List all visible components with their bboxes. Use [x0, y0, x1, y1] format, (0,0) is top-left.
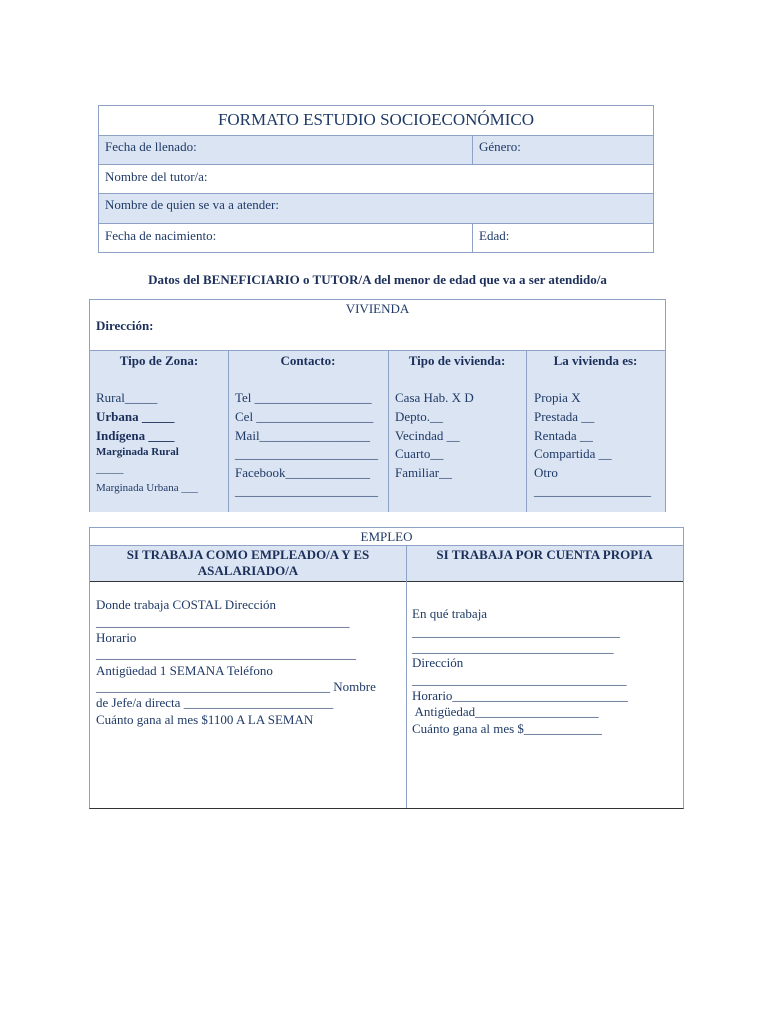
- zona-urbana: Urbana _____: [96, 409, 175, 424]
- contacto-facebook: Facebook_____________: [235, 465, 371, 480]
- horario-line: ________________________________________: [96, 646, 356, 661]
- row-nombre-atender: [99, 193, 653, 223]
- es-prestada: Prestada __: [534, 409, 595, 424]
- en-que-trabaja-line1: ________________________________: [412, 624, 620, 639]
- jefe-directa: de Jefe/a directa _______________________: [96, 695, 334, 710]
- empleo-section: [89, 527, 684, 809]
- vivienda-vecindad: Vecindad __: [395, 428, 460, 443]
- tipo-vivienda-header: Tipo de vivienda:: [408, 353, 506, 368]
- vivienda-section: [89, 299, 666, 512]
- telefono-nombre-line: ____________________________________ Nombre: [96, 679, 376, 694]
- empleo-title: EMPLEO: [360, 529, 413, 544]
- es-propia: Propia X: [534, 390, 581, 405]
- antiguedad-propia: Antigüedad___________________: [412, 704, 599, 719]
- es-otro: Otro: [534, 465, 558, 480]
- vivienda-cuarto: Cuarto__: [395, 446, 444, 461]
- vivienda-depto: Depto.__: [395, 409, 444, 424]
- es-compartida: Compartida __: [534, 446, 612, 461]
- vivienda-title: VIVIENDA: [345, 301, 410, 316]
- es-rentada: Rentada __: [534, 428, 593, 443]
- horario-propia: Horario___________________________: [412, 688, 628, 703]
- en-que-trabaja-line2: _______________________________: [412, 640, 614, 655]
- zona-marginada-rural-line: _____: [96, 463, 124, 475]
- direccion-line: _______________________________________: [96, 614, 350, 629]
- vivienda-casa: Casa Hab. X D: [395, 390, 474, 405]
- genero-label: Género:: [479, 139, 521, 154]
- contacto-cel: Cel __________________: [235, 409, 374, 424]
- vivienda-grid: [90, 350, 665, 512]
- fecha-nacimiento-label: Fecha de nacimiento:: [105, 228, 217, 243]
- direccion-label: Dirección:: [96, 318, 154, 333]
- tipo-zona-header: Tipo de Zona:: [119, 353, 199, 368]
- horario-label: Horario: [96, 630, 137, 645]
- cuenta-propia-header: SI TRABAJA POR CUENTA PROPIA: [436, 547, 653, 562]
- direccion-propia-label: Dirección: [412, 655, 464, 670]
- asalariado-header-line1: SI TRABAJA COMO EMPLEADO/A Y ES: [126, 547, 370, 562]
- contacto-mail: Mail_________________: [235, 428, 371, 443]
- zona-marginada-rural: Marginada Rural: [96, 446, 179, 458]
- vivienda-es-header: La vivienda es:: [553, 353, 638, 368]
- cuanto-gana-asalariado: Cuánto gana al mes $1100 A LA SEMAN: [96, 712, 314, 727]
- direccion-propia-line: _________________________________: [412, 672, 627, 687]
- zona-rural: Rural_____: [96, 390, 158, 405]
- row-fecha-genero: [99, 135, 653, 164]
- cuanto-gana-propia: Cuánto gana al mes $____________: [412, 721, 602, 736]
- antiguedad-telefono: Antigüedad 1 SEMANA Teléfono: [96, 663, 273, 678]
- vivienda-familiar: Familiar__: [395, 465, 453, 480]
- donde-trabaja: Donde trabaja COSTAL Dirección: [96, 597, 277, 612]
- fecha-llenado-label: Fecha de llenado:: [105, 139, 197, 154]
- zona-indigena: Indígena ____: [96, 428, 175, 443]
- contacto-facebook-line: ______________________: [235, 483, 378, 498]
- contacto-tel: Tel __________________: [235, 390, 372, 405]
- contacto-header: Contacto:: [280, 353, 336, 368]
- empleo-header-row: [90, 545, 683, 582]
- asalariado-header-line2: ASALARIADO/A: [197, 563, 299, 578]
- edad-label: Edad:: [479, 228, 510, 243]
- en-que-trabaja: En qué trabaja: [412, 606, 488, 621]
- intro-text: Datos del BENEFICIARIO o TUTOR/A del menor de edad que va a ser atendido/a: [148, 272, 607, 287]
- general-info-table: [98, 105, 654, 253]
- nombre-tutor-label: Nombre del tutor/a:: [105, 169, 208, 184]
- row-fecha-nacimiento: [99, 223, 653, 252]
- contacto-line: ______________________: [235, 446, 378, 461]
- form-title: FORMATO ESTUDIO SOCIOECONÓMICO: [217, 110, 535, 129]
- row-nombre-tutor: [99, 164, 653, 193]
- zona-marginada-urbana: Marginada Urbana ___: [96, 482, 198, 494]
- nombre-atender-label: Nombre de quien se va a atender:: [105, 197, 279, 212]
- es-otro-line: __________________: [534, 483, 651, 498]
